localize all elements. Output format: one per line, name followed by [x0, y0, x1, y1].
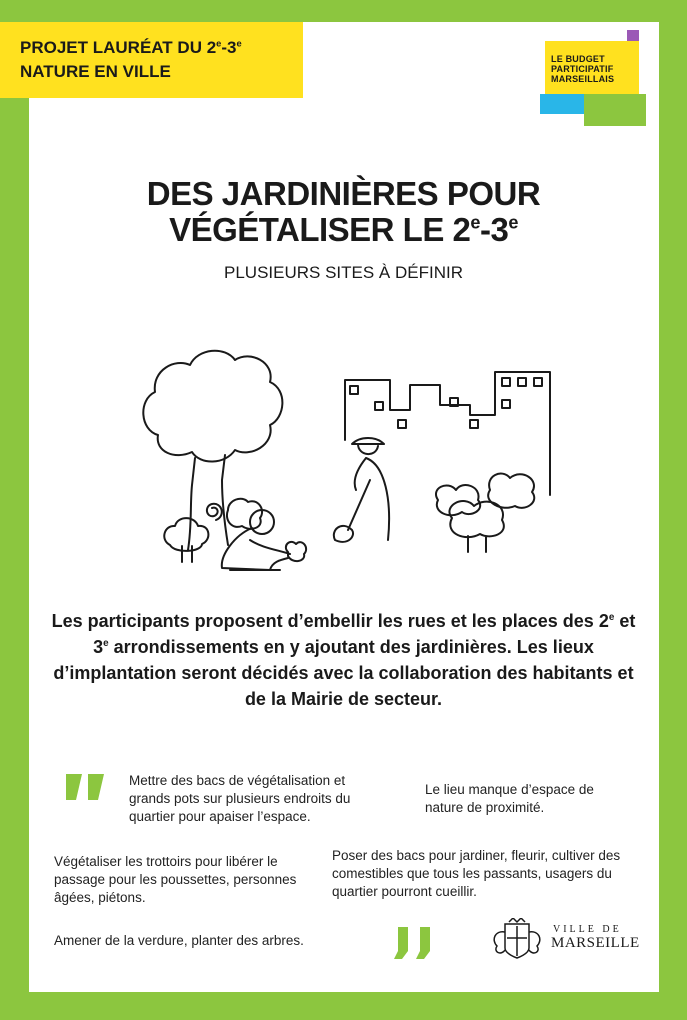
- window-icon: [502, 400, 510, 408]
- window-icon: [350, 386, 358, 394]
- project-description: Les participants proposent d’embellir les rues et les places des 2e et 3e arrondissements en y ajoutant des jardinières. Les lieux d’implantation seront décidés avec la collaboration des habitants et de la Mairie de secteur.: [51, 611, 636, 709]
- right-bush-left: [436, 485, 480, 515]
- small-plant-icon: [286, 542, 306, 561]
- page-subtitle: PLUSIEURS SITES À DÉFINIR: [224, 263, 463, 282]
- city-name-line1: VILLE DE: [553, 924, 622, 935]
- trunk-shrub: [227, 499, 262, 529]
- window-icon: [375, 402, 383, 410]
- citizen-quote-4: Poser des bacs pour jardiner, fleurir, cultiver des comestibles que tous les passants, usagers du quartier pourront cueillir.: [332, 848, 621, 899]
- closing-quote-icon: [392, 925, 436, 961]
- project-tag-line1: PROJET LAURÉAT DU 2e-3e: [20, 38, 242, 57]
- window-icon: [502, 378, 510, 386]
- marseille-crest-icon: [487, 918, 547, 960]
- citizen-quote-2: Le lieu manque d’espace de nature de proximité.: [425, 782, 594, 815]
- logo-cyan-block: [540, 94, 584, 114]
- logo-yellow-block: LE BUDGET PARTICIPATIF MARSEILLAIS: [545, 41, 639, 94]
- tree-canopy: [143, 351, 282, 462]
- window-icon: [470, 420, 478, 428]
- citizen-quote-3: Végétaliser les trottoirs pour libérer le passage pour les poussettes, personnes âgées, piétons.: [54, 854, 297, 905]
- citizen-quote-5: Amener de la verdure, planter des arbres.: [54, 933, 304, 948]
- ville-de-marseille-logo: [487, 918, 640, 960]
- citizen-quote-1: Mettre des bacs de végétalisation et grands pots sur plusieurs endroits du quartier pour apaiser l’espace.: [129, 773, 351, 824]
- page-title: DES JARDINIÈRES POUR VÉGÉTALISER LE 2e-3e: [146, 175, 541, 248]
- budget-participatif-logo: [540, 30, 646, 126]
- project-tag-line2: NATURE EN VILLE: [20, 62, 171, 81]
- right-bush-front: [449, 501, 503, 552]
- buildings-outline: [345, 372, 550, 495]
- window-icon: [518, 378, 526, 386]
- city-name-line2: MARSEILLE: [551, 935, 640, 951]
- kneeling-gardener: [222, 528, 290, 570]
- project-tag: [0, 22, 303, 98]
- window-icon: [398, 420, 406, 428]
- window-icon: [534, 378, 542, 386]
- gardening-illustration: [130, 340, 560, 580]
- standing-gardener: [334, 438, 389, 542]
- opening-quote-icon: [64, 772, 108, 808]
- logo-green-block: [584, 94, 646, 126]
- trunk-swirl-icon: [207, 504, 222, 520]
- left-shrub: [164, 518, 208, 562]
